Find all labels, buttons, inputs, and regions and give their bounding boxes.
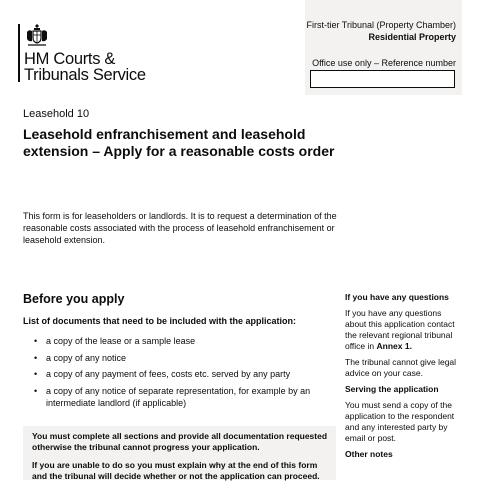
other-notes-heading: Other notes	[345, 449, 393, 459]
office-use-panel	[305, 0, 462, 95]
completion-notice	[23, 426, 336, 480]
logo-rule	[18, 24, 20, 82]
list-item-text: a copy of any notice of separate representation, for example by an intermediate landlord (if applicable)	[46, 385, 311, 408]
serving-text: You must send a copy of the application to the respondent and any interested party by email or post.	[345, 400, 455, 443]
questions-text	[345, 308, 460, 352]
logo-line-2: Tribunals Service	[24, 66, 146, 84]
bullet-icon: •	[34, 352, 38, 363]
logo-line-1: HM Courts &	[24, 50, 116, 68]
intro-text: This form is for leaseholders or landlords. It is to request a determination of the reasonable costs associated with the process of leasehold enfranchisement or leasehold extension.	[23, 211, 337, 245]
list-item	[34, 368, 334, 380]
legal-advice-text: The tribunal cannot give legal advice on your case.	[345, 357, 457, 378]
list-item	[34, 335, 334, 347]
list-item	[34, 385, 334, 409]
list-item	[34, 352, 334, 364]
bullet-icon: •	[34, 336, 38, 346]
notice-paragraph-2: If you are unable to do so you must explain why at the end of this form and the tribunal will decide whether or not the application can proceed.	[32, 460, 320, 481]
page-title: Leasehold enfranchisement and leasehold extension – Apply for a reasonable costs order	[23, 126, 335, 159]
sidebar-notes	[345, 292, 460, 465]
annex-link-text: Annex 1.	[376, 341, 412, 351]
list-item-text: a copy of any notice	[46, 352, 127, 363]
bullet-icon: •	[34, 385, 38, 396]
list-item-text: a copy of any payment of fees, costs etc. served by any party	[46, 369, 291, 379]
tribunal-name: First-tier Tribunal (Property Chamber)	[306, 20, 456, 30]
logo-wordmark	[24, 51, 146, 83]
bullet-icon: •	[34, 369, 38, 379]
list-item-text: a copy of the lease or a sample lease	[46, 336, 196, 346]
serving-heading: Serving the application	[345, 384, 439, 394]
reference-number-label: Office use only – Reference number	[312, 58, 456, 68]
royal-coat-of-arms-icon	[24, 22, 50, 48]
before-you-apply-heading: Before you apply	[23, 292, 125, 306]
questions-body: If you have any questions about this application contact the relevant regional tribunal office in	[345, 308, 455, 351]
notice-paragraph-1: You must complete all sections and provide all documentation requested otherwise the tribunal cannot progress your application.	[32, 431, 328, 452]
questions-heading: If you have any questions	[345, 292, 449, 302]
chamber-name: Residential Property	[368, 32, 456, 42]
documents-list	[34, 335, 334, 413]
reference-number-field[interactable]	[310, 70, 455, 88]
form-code: Leasehold 10	[23, 108, 90, 120]
hmcts-logo	[18, 22, 158, 84]
documents-list-heading: List of documents that need to be included with the application:	[23, 316, 297, 326]
